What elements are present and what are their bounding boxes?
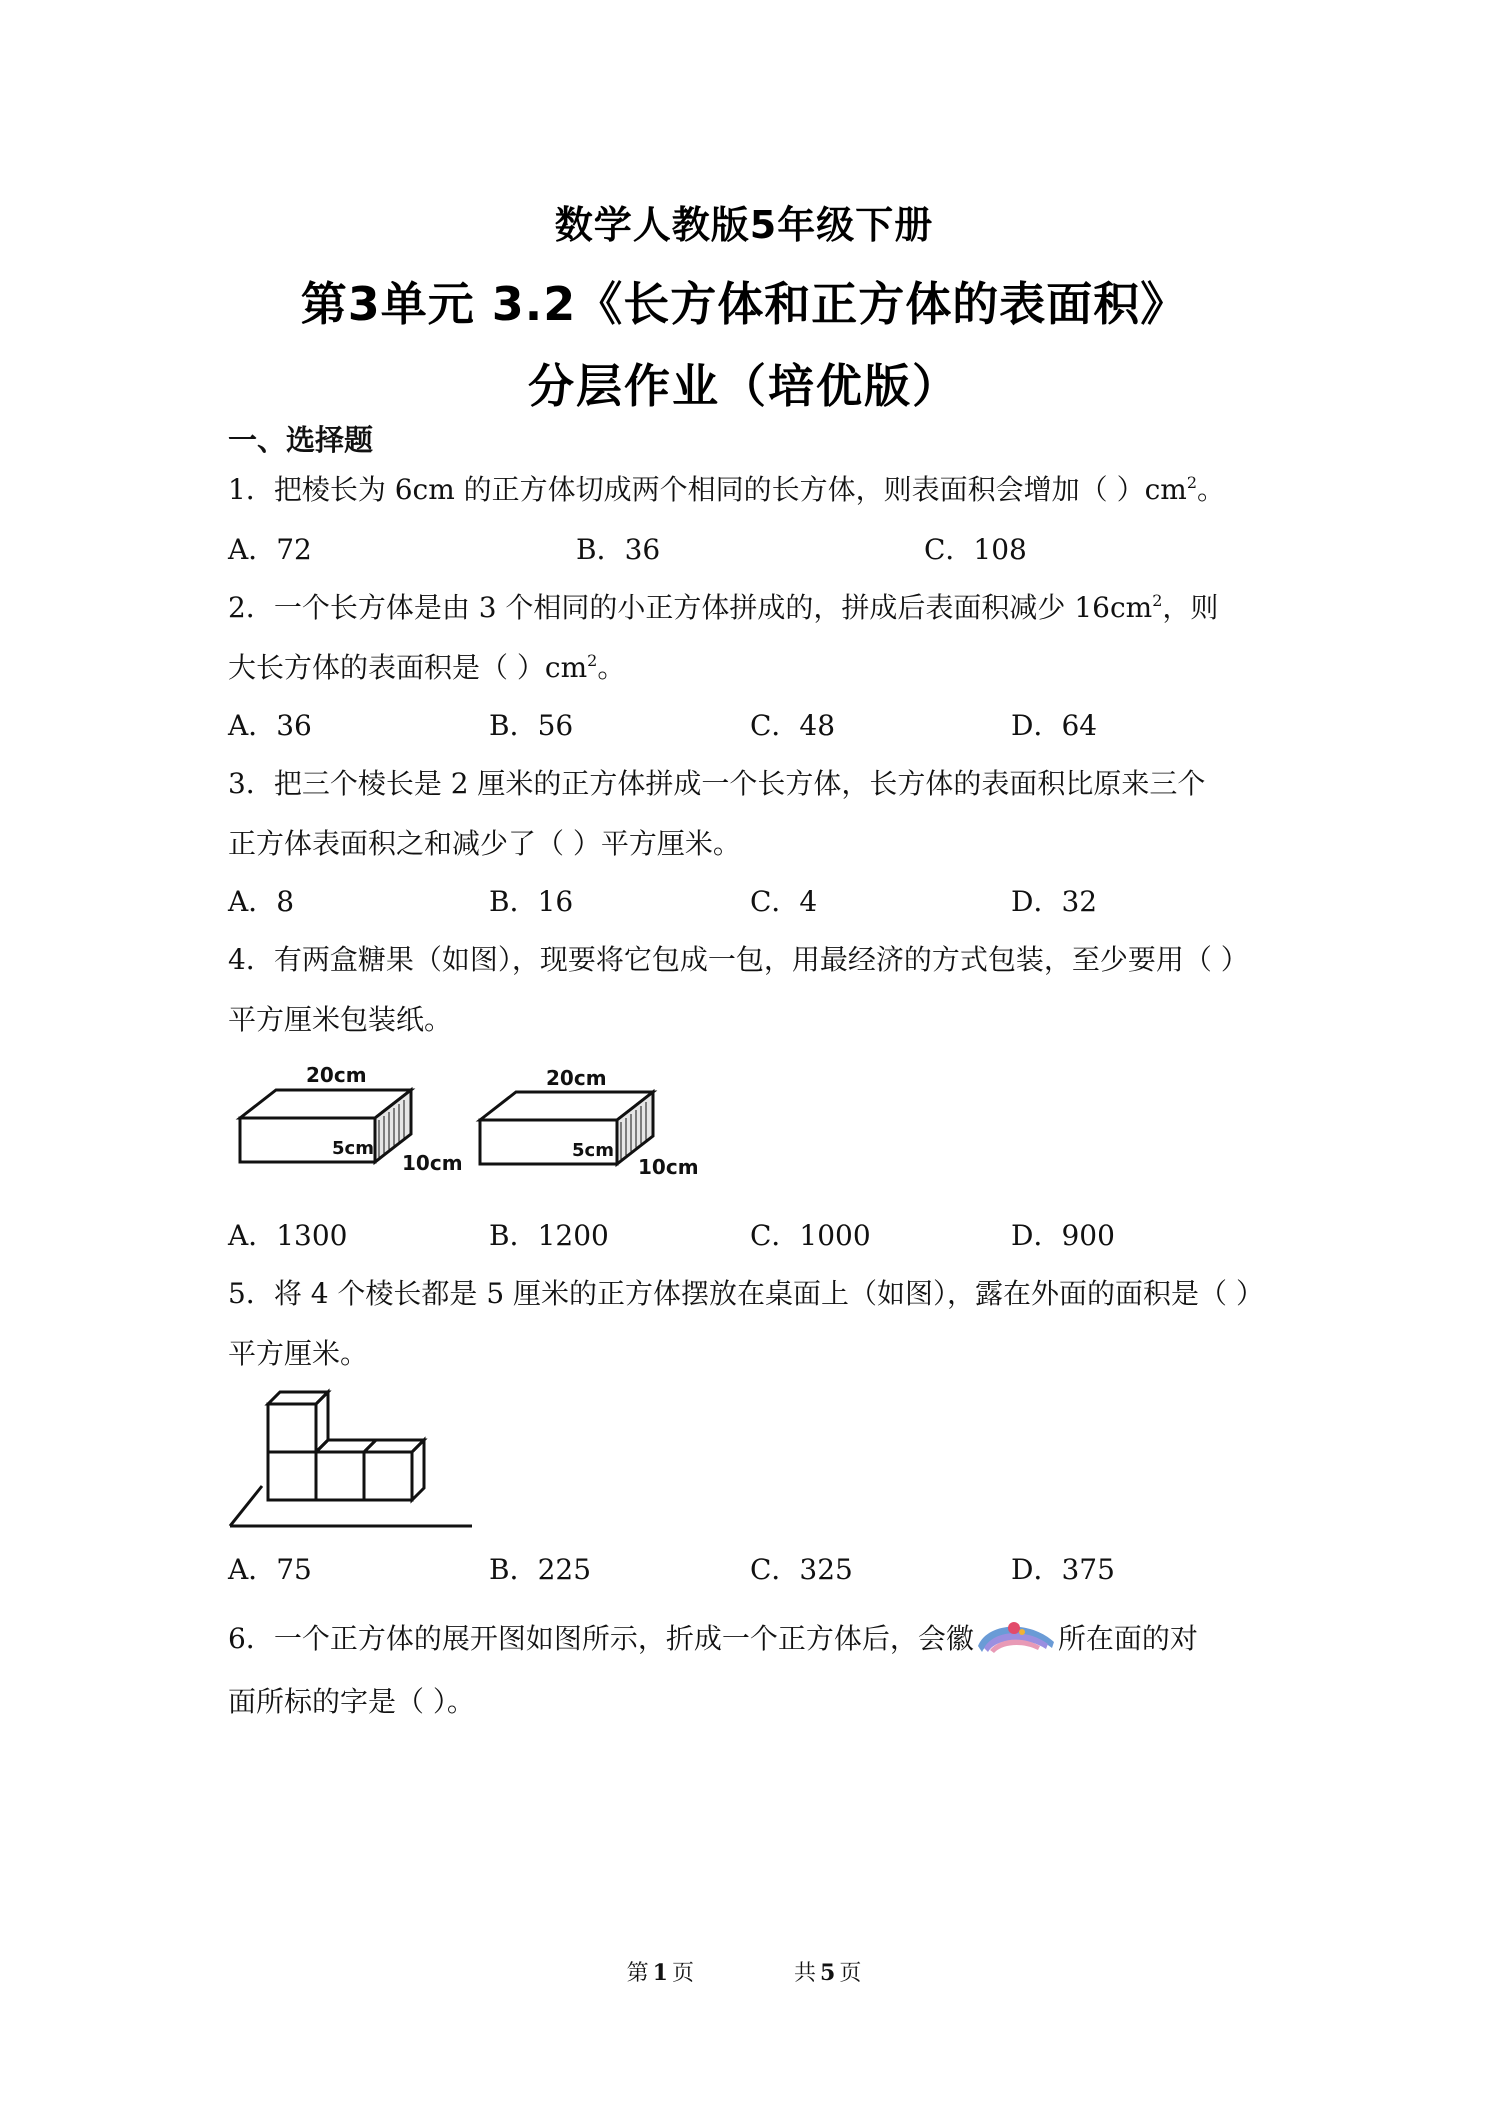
- q5-option-b: B．225: [489, 1553, 592, 1586]
- q5-option-d: D．375: [1011, 1553, 1115, 1586]
- q4-option-d: D．900: [1011, 1219, 1115, 1252]
- q4-option-a: A．1300: [228, 1219, 348, 1252]
- box-2-height-label: 5cm: [572, 1140, 614, 1161]
- q5-option-a: A．75: [228, 1553, 312, 1586]
- q3-option-a: A．8: [228, 885, 295, 918]
- q2-option-d: D．64: [1011, 709, 1098, 742]
- box-1-width-label: 10cm: [402, 1151, 463, 1175]
- candy-box-2: [480, 1092, 653, 1164]
- question-3-line-1: 3．把三个棱长是 2 厘米的正方体拼成一个长方体，长方体的表面积比原来三个: [228, 767, 1206, 800]
- games-emblem-icon: [974, 1616, 1058, 1656]
- q5-option-c: C．325: [750, 1553, 853, 1586]
- question-4-line-1: 4．有两盒糖果（如图），现要将它包成一包，用最经济的方式包装，至少要用（ ）: [228, 943, 1249, 976]
- q2-option-c: C．48: [750, 709, 836, 742]
- q1-option-a: A．72: [228, 533, 312, 566]
- question-5-line-2: 平方厘米。: [228, 1337, 369, 1370]
- box-1-length-label: 20cm: [306, 1063, 367, 1087]
- question-6-line-1: 6．一个正方体的展开图如图所示，折成一个正方体后，会徽 所在面的对: [228, 1616, 1198, 1657]
- candy-boxes-figure: [228, 1058, 748, 1188]
- current-page-number: 1: [652, 1960, 668, 1986]
- question-1: 1．把棱长为 6cm 的正方体切成两个相同的长方体，则表面积会增加（ ）$cm^2$。: [228, 473, 1226, 506]
- q3-option-b: B．16: [489, 885, 574, 918]
- question-2-line-1: 2．一个长方体是由 3 个相同的小正方体拼成的，拼成后表面积减少 $16cm^2$，则: [228, 591, 1219, 624]
- q4-option-b: B．1200: [489, 1219, 609, 1252]
- q1-option-b: B．36: [576, 533, 661, 566]
- question-5-line-1: 5．将 4 个棱长都是 5 厘米的正方体摆放在桌面上（如图），露在外面的面积是（ ）: [228, 1277, 1264, 1310]
- cubes-on-table-figure: [228, 1380, 488, 1532]
- question-2-line-2: 大长方体的表面积是（ ）$cm^2$。: [228, 651, 626, 684]
- q3-option-c: C．4: [750, 885, 818, 918]
- q4-option-c: C．1000: [750, 1219, 871, 1252]
- box-1-height-label: 5cm: [332, 1138, 374, 1159]
- box-2-width-label: 10cm: [638, 1155, 699, 1179]
- page-footer: 第 1 页 共 5 页: [626, 1960, 862, 1986]
- section-heading: 一、选择题: [228, 423, 374, 457]
- homework-title: 分层作业（培优版）: [528, 359, 960, 413]
- question-6-line-2: 面所标的字是（ ）。: [228, 1685, 475, 1718]
- unit-title: 第3单元 3.2《长方体和正方体的表面积》: [300, 277, 1188, 331]
- grade-title: 数学人教版5年级下册: [554, 203, 934, 247]
- q3-option-d: D．32: [1011, 885, 1098, 918]
- total-page-number: 5: [820, 1960, 836, 1986]
- q2-option-a: A．36: [228, 709, 312, 742]
- q2-option-b: B．56: [489, 709, 574, 742]
- q1-option-c: C．108: [924, 533, 1027, 566]
- candy-box-1: [240, 1090, 411, 1162]
- box-2-length-label: 20cm: [546, 1066, 607, 1090]
- question-4-line-2: 平方厘米包装纸。: [228, 1003, 453, 1036]
- question-3-line-2: 正方体表面积之和减少了（ ）平方厘米。: [228, 827, 741, 860]
